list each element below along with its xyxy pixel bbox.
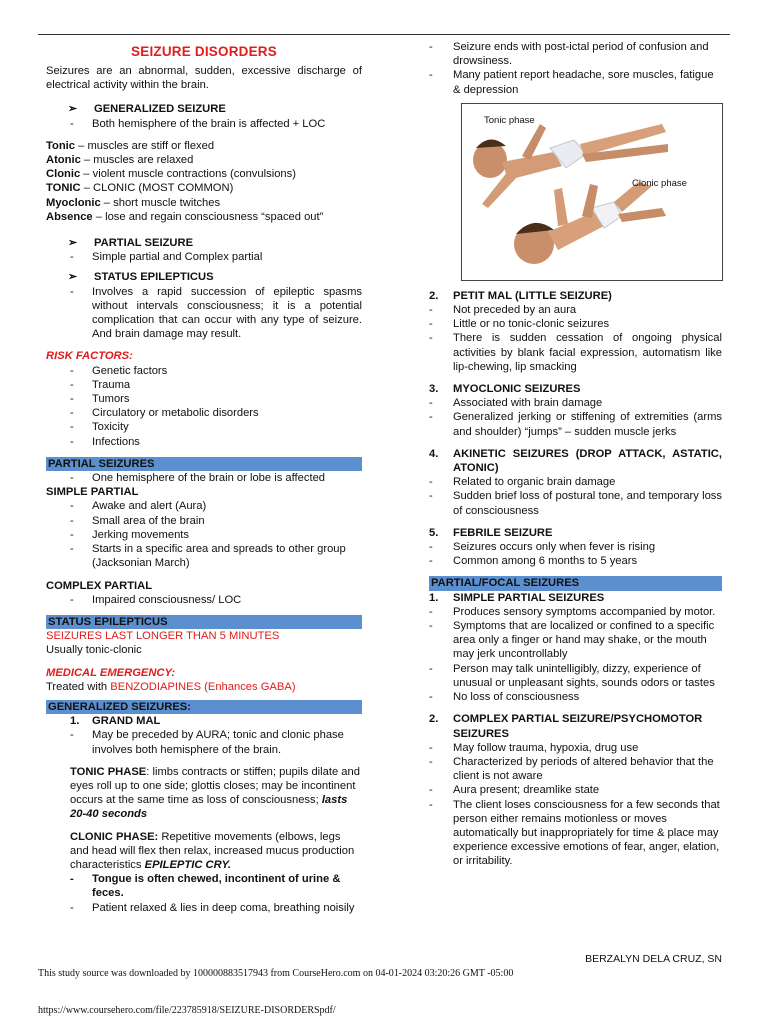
treated-line: Treated with BENZODIAPINES (Enhances GABA) bbox=[46, 680, 296, 693]
status-red-line: SEIZURES LAST LONGER THAN 5 MINUTES bbox=[46, 630, 280, 643]
status-line: Usually tonic-clonic bbox=[46, 644, 142, 657]
febrile-heading: 5. FEBRILE SEIZURE bbox=[429, 526, 553, 539]
list-item: - Characterized by periods of altered behavior that the client is not aware bbox=[429, 755, 722, 783]
list-item: - One hemisphere of the brain or lobe is affected bbox=[46, 471, 362, 485]
list-item: - There is sudden cessation of ongoing physical activities by blank facial expression, automatism like lip-chewing, lip smacking bbox=[429, 331, 722, 374]
list-item: - Patient relaxed & lies in deep coma, breathing noisily bbox=[46, 901, 362, 915]
source-url[interactable]: https://www.coursehero.com/file/223785918/SEIZURE-DISORDERSpdf/ bbox=[38, 1005, 336, 1016]
arrow-icon: ➢ bbox=[68, 103, 78, 116]
list-item: - Associated with brain damage bbox=[429, 396, 722, 410]
emergency-heading: MEDICAL EMERGENCY: bbox=[46, 666, 176, 679]
list-item: - Seizure ends with post-ictal period of confusion and drowsiness. bbox=[429, 40, 722, 68]
akinetic-heading: 4. AKINETIC SEIZURES (DROP ATTACK, ASTATIC, ATONIC) bbox=[429, 447, 722, 475]
list-item: - Little or no tonic-clonic seizures bbox=[429, 317, 722, 331]
status-heading: ➢ STATUS EPILEPTICUS bbox=[68, 271, 214, 284]
status-epilepticus-bar: STATUS EPILEPTICUS bbox=[46, 615, 362, 629]
list-item: - Produces sensory symptoms accompanied by motor. bbox=[429, 605, 722, 619]
page-title: SEIZURE DISORDERS bbox=[131, 44, 277, 59]
type-line: Myoclonic – short muscle twitches bbox=[46, 196, 221, 209]
clonic-child-figure bbox=[514, 182, 666, 264]
list-item: - No loss of consciousness bbox=[429, 690, 722, 704]
list-item: - Both hemisphere of the brain is affected + LOC bbox=[46, 117, 362, 131]
source-line: This study source was downloaded by 100000883517943 from CourseHero.com on 04-01-2024 03:20:26 GMT -05:00 bbox=[38, 968, 514, 979]
list-item: - Jerking movements bbox=[46, 528, 362, 542]
list-item: - Person may talk unintelligibly, dizzy, experience of unusual or unpleasant sights, sounds odors or tastes bbox=[429, 662, 722, 690]
complex-partial-heading: COMPLEX PARTIAL bbox=[46, 579, 153, 592]
list-item: - Related to organic brain damage bbox=[429, 475, 722, 489]
seizure-phases-illustration bbox=[461, 103, 723, 281]
list-item: - Involves a rapid succession of epileptic spasms without intervals consciousness; it is a potential complication that can occur with any type of seizure. And brain damage may result. bbox=[46, 285, 362, 342]
partial-seizures-bar: PARTIAL SEIZURES bbox=[46, 457, 362, 471]
list-item: - May follow trauma, hypoxia, drug use bbox=[429, 741, 722, 755]
risk-list bbox=[46, 364, 362, 449]
list-item: - Generalized jerking or stiffening of extremities (arms and shoulder) “jumps” – sudden muscle jerks bbox=[429, 410, 722, 438]
list-item: - Aura present; dreamlike state bbox=[429, 783, 722, 797]
generalized-seizures-bar: GENERALIZED SEIZURES: bbox=[46, 700, 362, 714]
list-item: - Simple partial and Complex partial bbox=[46, 250, 362, 264]
list-item: - Genetic factors bbox=[46, 364, 362, 378]
list-item: - Symptoms that are localized or confined to a specific area only a finger or hand may shake, or the mouth may jerk uncontrollably bbox=[429, 619, 722, 662]
list-item: - Small area of the brain bbox=[46, 514, 362, 528]
partial-heading: ➢ PARTIAL SEIZURE bbox=[68, 237, 194, 250]
arrow-icon: ➢ bbox=[68, 271, 78, 284]
list-item: - Awake and alert (Aura) bbox=[46, 499, 362, 513]
list-item: - Impaired consciousness/ LOC bbox=[46, 593, 362, 607]
simple-partial-heading: SIMPLE PARTIAL bbox=[46, 486, 139, 499]
type-line: Tonic – muscles are stiff or flexed bbox=[46, 139, 215, 152]
author-name: BERZALYN DELA CRUZ, SN bbox=[585, 953, 722, 965]
left-column bbox=[46, 40, 362, 915]
tonic-phase-text: TONIC PHASE: limbs contracts or stiffen; pupils dilate and eyes roll up to one side; glottis closes; may be incontinent occurs at the same time as loss of consciousness; lasts 20-40 seconds bbox=[70, 765, 360, 821]
focal-seizures-bar: PARTIAL/FOCAL SEIZURES bbox=[429, 576, 722, 590]
myoclonic-heading: 3. MYOCLONIC SEIZURES bbox=[429, 383, 581, 396]
arrow-icon: ➢ bbox=[68, 237, 78, 250]
complex-partial-seizure-heading: 2. COMPLEX PARTIAL SEIZURE/PSYCHOMOTOR SEIZURES bbox=[429, 713, 703, 740]
list-item: - Seizures occurs only when fever is rising bbox=[429, 540, 722, 554]
risk-heading: RISK FACTORS: bbox=[46, 350, 133, 363]
list-item: - Tongue is often chewed, incontinent of urine & feces. bbox=[46, 872, 362, 900]
list-item: - Many patient report headache, sore muscles, fatigue & depression bbox=[429, 68, 722, 96]
intro-text: Seizures are an abnormal, sudden, excessive discharge of electrical activity within the brain. bbox=[46, 65, 362, 92]
list-item: - Toxicity bbox=[46, 420, 362, 434]
type-line: Atonic – muscles are relaxed bbox=[46, 154, 194, 167]
list-item: - Trauma bbox=[46, 378, 362, 392]
children-illustration bbox=[462, 104, 722, 280]
top-rule bbox=[38, 34, 730, 35]
grand-mal-heading: 1. GRAND MAL bbox=[70, 715, 161, 728]
clonic-phase-text: CLONIC PHASE: Repetitive movements (elbows, legs and head will flex then relax, increased mucus production characteristics EPILEPTIC CRY. bbox=[70, 830, 355, 871]
right-column bbox=[429, 40, 722, 869]
type-line: Absence – lose and regain consciousness “spaced out” bbox=[46, 210, 324, 223]
list-item: - Infections bbox=[46, 435, 362, 449]
type-line: Clonic – violent muscle contractions (convulsions) bbox=[46, 168, 296, 181]
tonic-caption: Tonic phase bbox=[484, 114, 535, 126]
type-line: TONIC – CLONIC (MOST COMMON) bbox=[46, 182, 234, 195]
generalized-heading: ➢ GENERALIZED SEIZURE bbox=[68, 103, 226, 116]
list-item: - Starts in a specific area and spreads to other group (Jacksonian March) bbox=[46, 542, 362, 570]
list-item: - May be preceded by AURA; tonic and clonic phase involves both hemisphere of the brain. bbox=[46, 728, 362, 756]
petit-mal-heading: 2. PETIT MAL (LITTLE SEIZURE) bbox=[429, 289, 612, 302]
list-item: - Sudden brief loss of postural tone, and temporary loss of consciousness bbox=[429, 489, 722, 517]
seizure-types-list bbox=[46, 139, 362, 224]
list-item: - Not preceded by an aura bbox=[429, 303, 722, 317]
list-item: - The client loses consciousness for a few seconds that person either remains motionless or moves automatically but inappropriately for time & place may experience excessive emotions of fear, anger, elation, or irritability. bbox=[429, 798, 722, 869]
simple-partial-seizures-heading: 1. SIMPLE PARTIAL SEIZURES bbox=[429, 591, 605, 604]
list-item: - Common among 6 months to 5 years bbox=[429, 554, 722, 568]
list-item: - Circulatory or metabolic disorders bbox=[46, 406, 362, 420]
clonic-caption: Clonic phase bbox=[632, 177, 687, 189]
list-item: - Tumors bbox=[46, 392, 362, 406]
